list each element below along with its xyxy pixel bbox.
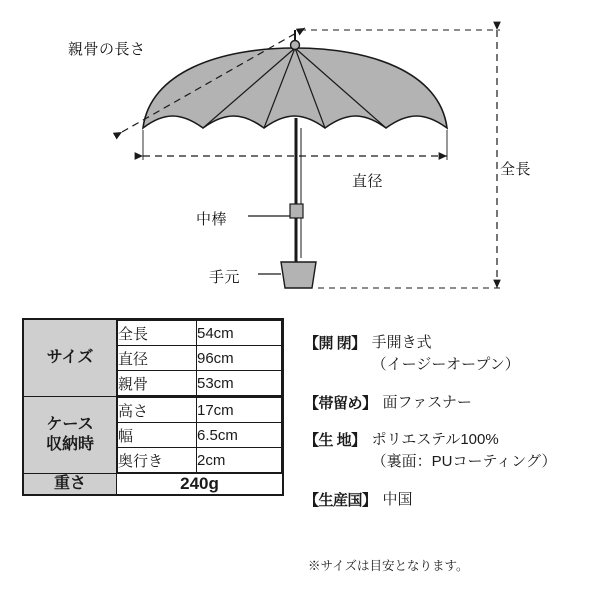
case-header-line2: 収納時 bbox=[45, 436, 94, 453]
size-row-diameter bbox=[118, 346, 282, 371]
info-value-origin-main: 中国 bbox=[382, 490, 413, 508]
info-row-open-close bbox=[304, 332, 584, 376]
info-value-open-close-main: 手開き式 bbox=[371, 334, 432, 351]
case-value-height: 17cm bbox=[197, 398, 282, 423]
size-values-cell bbox=[117, 319, 284, 397]
diameter-label: 直径 bbox=[352, 173, 384, 190]
info-key-open-close: 【開 閉】 bbox=[304, 335, 366, 352]
table-row-weight bbox=[23, 474, 283, 496]
info-key-fabric: 【生 地】 bbox=[304, 432, 366, 450]
info-value-strap bbox=[383, 392, 472, 414]
total-length-label: 全長 bbox=[500, 161, 532, 178]
case-values-cell bbox=[117, 397, 284, 474]
case-row-height bbox=[118, 398, 282, 423]
weight-section-header: 重さ bbox=[23, 474, 117, 496]
size-value-diameter: 96cm bbox=[197, 346, 282, 371]
case-rows bbox=[117, 397, 282, 473]
size-section-header: サイズ bbox=[23, 319, 117, 397]
info-row-origin bbox=[304, 489, 584, 511]
finial-knob bbox=[291, 41, 300, 50]
size-disclaimer-note: ※サイズは目安となります。 bbox=[308, 559, 469, 573]
shaft-label: 中棒 bbox=[196, 211, 228, 228]
info-value-open-close bbox=[372, 332, 520, 376]
table-row-case bbox=[23, 397, 283, 474]
size-rows bbox=[117, 320, 282, 396]
case-section-header bbox=[23, 397, 117, 474]
info-value-fabric-main: ポリエステル100% bbox=[371, 431, 499, 449]
info-value-open-close-sub: （イージーオープン） bbox=[371, 355, 520, 373]
size-key-rib: 親骨 bbox=[118, 371, 197, 396]
case-header-line1: ケース bbox=[46, 416, 94, 433]
info-value-fabric-sub: （裏面：PUコーティング） bbox=[371, 453, 557, 470]
case-key-depth: 奥行き bbox=[118, 448, 197, 473]
case-row-depth bbox=[118, 448, 282, 473]
size-row-total bbox=[118, 321, 282, 346]
canopy-shape bbox=[143, 48, 447, 128]
info-value-strap-main: 面ファスナー bbox=[382, 393, 472, 411]
size-value-rib: 53cm bbox=[197, 371, 282, 396]
case-value-depth: 2cm bbox=[197, 448, 282, 473]
handle-shape bbox=[281, 262, 316, 288]
rib-length-label: 親骨の長さ bbox=[68, 41, 146, 58]
case-value-width: 6.5cm bbox=[197, 423, 282, 448]
size-key-total: 全長 bbox=[118, 321, 197, 346]
size-row-rib bbox=[118, 371, 282, 396]
handle-label: 手元 bbox=[209, 269, 241, 286]
size-key-diameter: 直径 bbox=[118, 346, 197, 371]
info-row-fabric bbox=[304, 429, 584, 473]
info-value-origin bbox=[383, 489, 413, 511]
weight-value: 240g bbox=[117, 474, 284, 496]
size-value-total: 54cm bbox=[197, 321, 282, 346]
shaft-runner bbox=[290, 204, 303, 218]
specification-table bbox=[22, 318, 284, 496]
case-key-width: 幅 bbox=[118, 423, 197, 448]
case-key-height: 高さ bbox=[118, 398, 197, 423]
info-row-strap bbox=[304, 392, 584, 414]
table-row-size bbox=[23, 319, 283, 397]
info-key-strap: 【帯留め】 bbox=[304, 394, 377, 412]
product-info-list bbox=[304, 332, 584, 527]
info-key-origin: 【生産国】 bbox=[304, 491, 377, 509]
case-row-width bbox=[118, 423, 282, 448]
info-value-fabric bbox=[372, 429, 557, 473]
